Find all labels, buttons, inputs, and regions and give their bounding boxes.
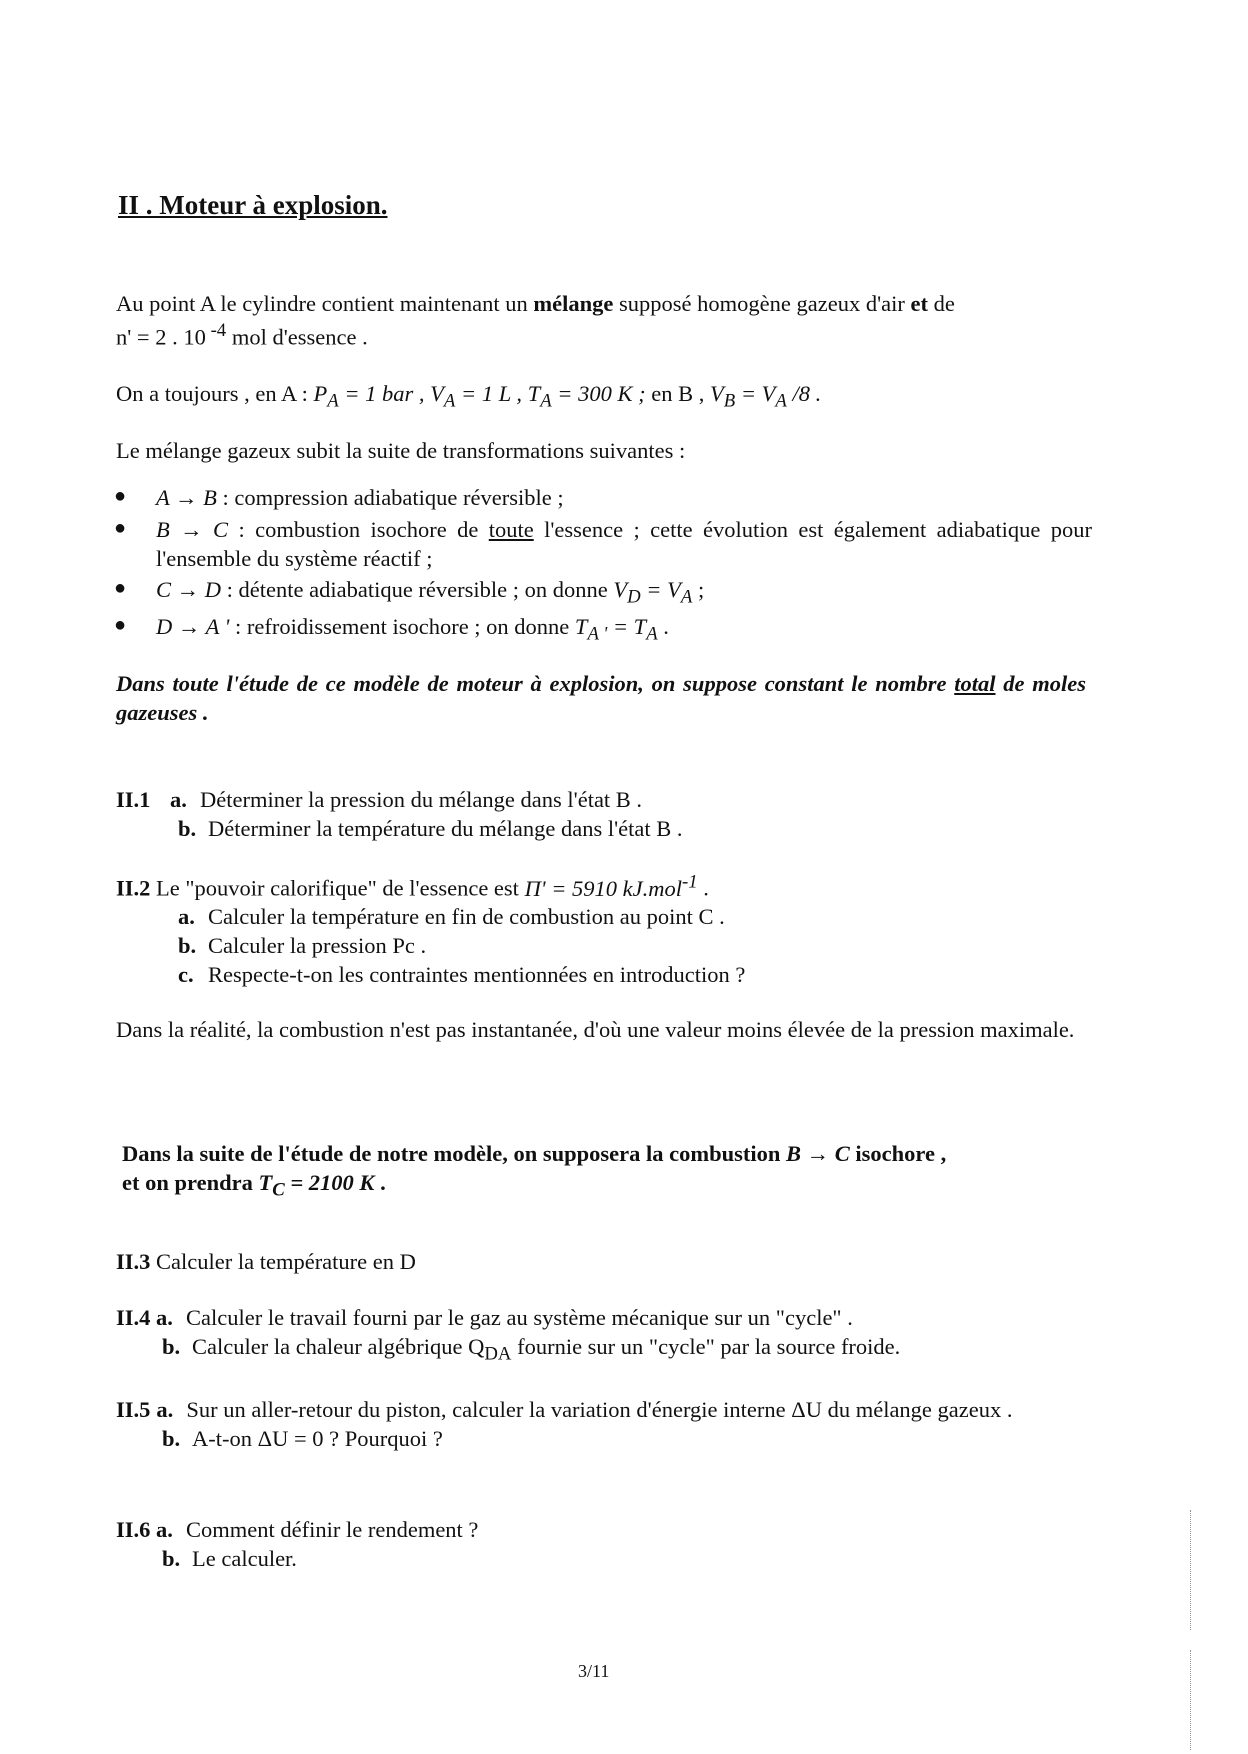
list-item: ● D → A ' : refroidissement isochore ; on donne $T_{A '} = T_A$ . <box>114 613 669 645</box>
sub-question: Comment définir le rendement ? <box>186 1517 479 1542</box>
calorific-value: Π' = 5910 kJ.mol$^{-1}$ <box>524 871 698 901</box>
sub-question: Calculer la température en fin de combustion au point C . <box>208 904 725 930</box>
sub-label: b. <box>162 1545 181 1571</box>
question-number: II.4 <box>116 1305 151 1330</box>
intro-text: mol d'essence . <box>226 324 368 350</box>
intro-bold: mélange <box>533 291 614 316</box>
bullet-icon: ● <box>114 577 127 600</box>
sub-question: fournie sur un "cycle" par la source froide. <box>511 1333 901 1359</box>
vb-equation: $V_B = V_A$ /8 . <box>709 381 822 412</box>
underlined-word: toute <box>488 516 534 542</box>
subscript: DA <box>484 1343 512 1365</box>
exponent: -4 <box>205 319 227 341</box>
question-text: Calculer la température en D <box>150 1249 416 1274</box>
sub-label: b. <box>162 1333 181 1359</box>
sub-label: b. <box>162 1425 181 1451</box>
tc-equation: $T_C = 2100$ K <box>258 1169 375 1201</box>
question-number: II.3 <box>116 1249 151 1274</box>
reality-paragraph: Dans la réalité, la combustion n'est pas instantanée, d'où une valeur moins élevée de la pression maximale. <box>116 1017 1075 1042</box>
conditions-text: en B , <box>651 381 710 406</box>
sub-question: Calculer la pression Pc . <box>208 933 427 959</box>
question-number: II.2 <box>116 875 151 901</box>
sub-question: Le calculer. <box>192 1545 297 1571</box>
question-number: II.6 <box>116 1517 151 1542</box>
question-ii4 <box>116 1304 900 1366</box>
hypothesis-note: Dans toute l'étude de ce modèle de moteur à explosion, on suppose constant le nombre total de moles gazeuses . <box>116 671 1086 725</box>
sub-question: Respecte-t-on les contraintes mentionnées en introduction ? <box>208 961 746 987</box>
intro-paragraph <box>116 290 1086 352</box>
sub-label: a. <box>156 1397 174 1422</box>
sub-label: a. <box>156 1305 173 1330</box>
transformation-text: : combustion isochore de <box>228 516 489 542</box>
intro-bold: et <box>910 291 928 316</box>
conditions-text: On a toujours , en A : <box>116 381 314 406</box>
intro-text: n' = 2 . 10 <box>116 324 206 350</box>
transformations-intro: Le mélange gazeux subit la suite de transformations suivantes : <box>116 438 686 463</box>
sub-question: Sur un aller-retour du piston, calculer la variation d'énergie interne ΔU du mélange gazeux . <box>186 1397 1013 1422</box>
vd-equation: $V_D = V_A$ <box>613 577 693 608</box>
section-title: II . Moteur à explosion. <box>118 190 388 220</box>
bullet-icon: ● <box>114 516 127 539</box>
scan-margin-mark <box>1190 1650 1192 1750</box>
question-ii2: II.2 Le "pouvoir calorifique" de l'essence est Π' = 5910 kJ.mol$^{-1}$ . a. Calculer la température en fin de combustion au point C . b. Calculer la pression Pc . c. Respecte-t-on les contraintes mentionnées en introduction ? <box>116 870 745 990</box>
question-number: II.1 <box>116 787 151 812</box>
transformation-math: B → C <box>786 1141 850 1166</box>
question-ii5 <box>116 1396 1086 1454</box>
bullet-icon: ● <box>114 485 127 507</box>
list-item: ● C → D : détente adiabatique réversible ; on donne $V_D = V_A$ ; <box>114 577 705 608</box>
question-ii3 <box>116 1248 416 1277</box>
transformation-math: B → C <box>156 516 229 542</box>
pa-equation: $P_A = 1$ bar , <box>313 381 431 412</box>
transformation-math: A → B <box>156 485 217 510</box>
sub-label: a. <box>156 1517 173 1542</box>
ta-equation: $T_A = 300$ K ; <box>527 381 652 412</box>
transformation-text: : refroidissement isochore ; on donne <box>229 613 575 639</box>
transformation-math: C → D <box>156 577 222 603</box>
intro-text: Au point A le cylindre contient maintenant un <box>116 291 534 316</box>
scan-margin-mark <box>1190 1510 1192 1630</box>
model-assumption: Dans la suite de l'étude de notre modèle, on supposera la combustion B → C isochore , et on prendra $T_C = 2100$ K . <box>122 1141 947 1201</box>
sub-label: c. <box>178 961 194 987</box>
question-text: Le "pouvoir calorifique" de l'essence est <box>150 875 525 901</box>
sub-question: A-t-on ΔU = 0 ? Pourquoi ? <box>192 1425 443 1451</box>
sub-question: Déterminer la pression du mélange dans l'état B . <box>200 787 643 812</box>
list-item <box>112 516 1092 574</box>
va-equation: $V_A = 1$ L , <box>430 381 528 412</box>
transformation-text: : compression adiabatique réversible ; <box>216 485 564 510</box>
sub-label: a. <box>178 904 195 930</box>
sub-label: a. <box>170 787 187 812</box>
ta-prime-equation: $T_{A '} = T_A$ <box>574 613 658 645</box>
underlined-word: total <box>954 671 996 696</box>
initial-conditions <box>116 380 1086 414</box>
sub-label: b. <box>178 815 197 841</box>
question-ii6 <box>116 1516 478 1574</box>
transformations-list <box>112 484 1092 649</box>
sub-label: b. <box>178 933 197 959</box>
question-ii1 <box>116 786 683 844</box>
bullet-icon: ● <box>114 613 127 636</box>
sub-question: Calculer la chaleur algébrique Q <box>192 1333 485 1359</box>
intro-text: de <box>927 291 955 316</box>
transformation-text: : détente adiabatique réversible ; on donne <box>221 577 614 603</box>
sub-question: Déterminer la température du mélange dans l'état B . <box>208 815 683 841</box>
transformation-math: D → A ' <box>156 613 230 639</box>
page-number: 3/11 <box>578 1661 610 1681</box>
sub-question: Calculer le travail fourni par le gaz au système mécanique sur un "cycle" . <box>186 1305 853 1330</box>
list-item <box>112 484 1092 513</box>
intro-text: supposé homogène gazeux d'air <box>613 291 911 316</box>
transformation-text: l'essence ; cette évolution est également adiabatique pour l'ensemble du système réactif ; <box>156 516 1092 571</box>
question-number: II.5 <box>116 1397 151 1422</box>
